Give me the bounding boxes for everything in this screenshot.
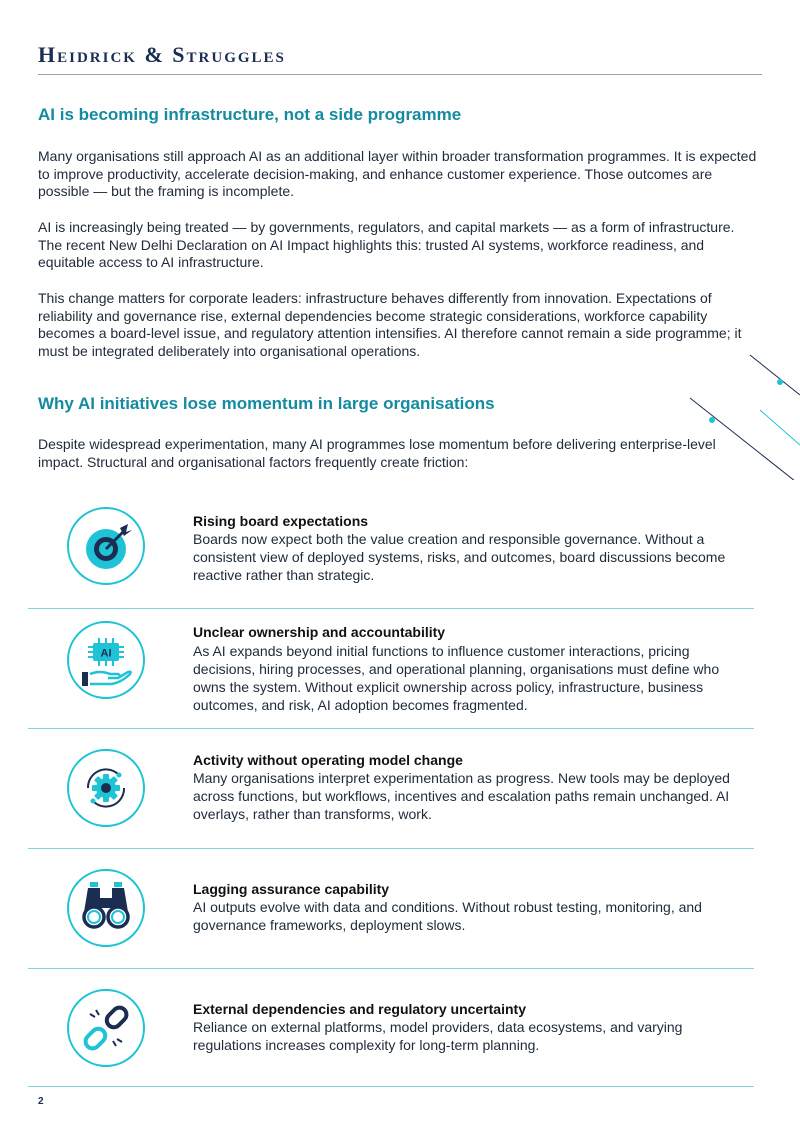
item-title: Activity without operating model change (193, 752, 463, 768)
paragraph-2: AI is increasingly being treated — by governments, regulators, and capital markets — as a form of infrastructure. The recent New Delhi Declaration on AI Impact highlights this: trusted AI systems, workforce readiness, and equitable access to AI infrastructure. (38, 219, 735, 271)
item-description: AI outputs evolve with data and conditions. Without robust testing, monitoring, and governance frameworks, deployment slows. (193, 899, 702, 933)
list-item (28, 852, 754, 968)
list-item (28, 612, 754, 728)
item-title: Rising board expectations (193, 513, 369, 529)
paragraph-1: Many organisations still approach AI as an additional layer within broader transformation programmes. It is expected to improve productivity, accelerate decision-making, and enhance customer experience. Those outcomes are possible — but the framing is incomplete. (38, 148, 757, 200)
item-title: External dependencies and regulatory uncertainty (193, 1001, 526, 1017)
binoculars-icon (66, 868, 146, 948)
section-heading-momentum: Why AI initiatives lose momentum in large organisations (38, 394, 495, 413)
chip-label: AI (100, 647, 112, 660)
list-item (28, 732, 754, 848)
broken-link-icon (66, 988, 146, 1068)
section-intro: Despite widespread experimentation, many AI programmes lose momentum before delivering enterprise-level impact. Structural and organisational factors frequently create friction: (38, 436, 716, 470)
item-description: Reliance on external platforms, model providers, data ecosystems, and varying regulations increases complexity for long-term planning. (193, 1019, 683, 1053)
item-description: As AI expands beyond initial functions to influence customer interactions, pricing decisions, hiring processes, and operational planning, organisations must define who owns the system. Without explicit ownership across policy, infrastructure, business outcomes, and risk, AI adoption becomes fragmented. (193, 643, 720, 713)
header-divider (38, 74, 762, 75)
item-divider (28, 728, 754, 729)
gear-cycle-icon (66, 748, 146, 828)
item-title: Lagging assurance capability (193, 881, 390, 897)
item-divider (28, 848, 754, 849)
page-number: 2 (38, 1096, 44, 1107)
item-description: Many organisations interpret experimentation as progress. New tools may be deployed across functions, but workflows, incentives and escalation paths remain unchanged. AI overlays, rather than transforms, work. (193, 770, 730, 822)
ai-chip-hand-icon (66, 620, 146, 700)
item-divider (28, 968, 754, 969)
list-item (28, 500, 754, 608)
item-divider (28, 1086, 754, 1087)
paragraph-3: This change matters for corporate leaders: infrastructure behaves differently from innovation. Expectations of reliability and governance rise, external dependencies become strategic considerations, workforce capability becomes a board-level issue, and regulatory attention intensifies. AI therefore cannot remain a side programme; it must be integrated deliberately into organisational operations. (38, 290, 742, 360)
item-divider (28, 608, 754, 609)
item-description: Boards now expect both the value creation and responsible governance. Without a consistent view of deployed systems, risks, and outcomes, board discussions become reactive rather than strategic. (193, 531, 726, 583)
list-item (28, 972, 754, 1086)
brand-logo: Heidrick & Struggles (38, 42, 286, 67)
item-title: Unclear ownership and accountability (193, 624, 446, 640)
target-icon (66, 506, 146, 586)
section-heading-infrastructure: AI is becoming infrastructure, not a side programme (38, 105, 462, 124)
